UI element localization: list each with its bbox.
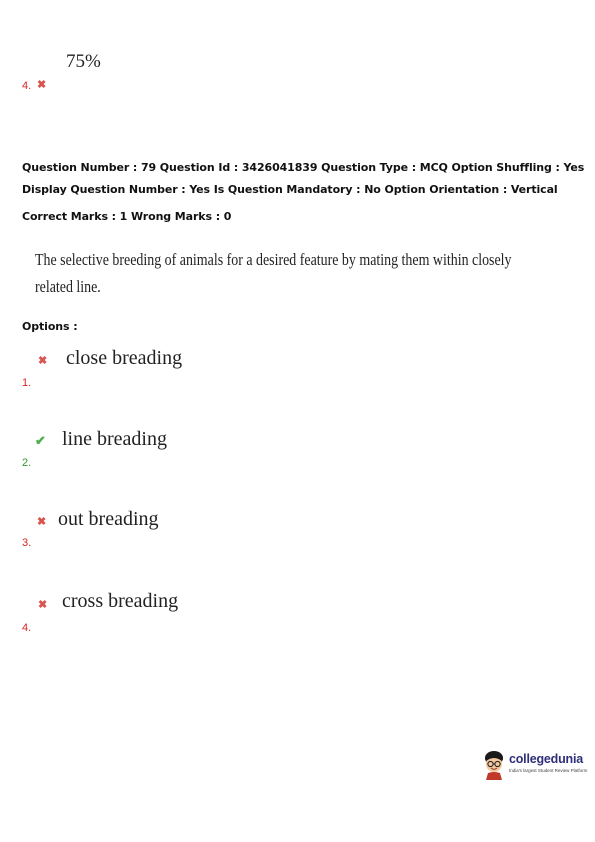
- cross-icon: ✖: [38, 599, 48, 611]
- option-2-number: 2.: [22, 457, 32, 469]
- question-meta-line-3: Correct Marks : 1 Wrong Marks : 0: [22, 210, 232, 223]
- logo-brand-text: collegedunia: [509, 752, 584, 766]
- cross-icon: ✖: [37, 516, 47, 528]
- question-meta-line-1: Question Number : 79 Question Id : 3426041839 Question Type : MCQ Option Shuffling : Yes: [22, 161, 585, 174]
- option-3-number: 3.: [22, 537, 32, 549]
- option-4-text: cross breading: [62, 590, 179, 612]
- option-2-text: line breading: [62, 428, 167, 450]
- question-text-line-2: related line.: [35, 277, 101, 296]
- previous-option-value: 75%: [66, 51, 101, 72]
- question-text-line-1: The selective breeding of animals for a desired feature by mating them within closely: [35, 250, 512, 269]
- cross-icon: ✖: [38, 355, 48, 367]
- question-meta-line-2: Display Question Number : Yes Is Question Mandatory : No Option Orientation : Vertical: [22, 183, 558, 196]
- option-1-text: close breading: [66, 347, 183, 369]
- collegedunia-logo: [482, 748, 587, 780]
- options-label: Options :: [22, 320, 78, 333]
- cross-icon: ✖: [37, 79, 47, 91]
- logo-tagline: India's largest Student Review Platform: [509, 768, 588, 773]
- check-icon: ✔: [35, 433, 46, 448]
- option-4-number: 4.: [22, 622, 32, 634]
- mascot-icon: [482, 748, 506, 780]
- option-3-text: out breading: [58, 508, 159, 530]
- option-1-number: 1.: [22, 377, 32, 389]
- previous-option-number: 4.: [22, 80, 32, 92]
